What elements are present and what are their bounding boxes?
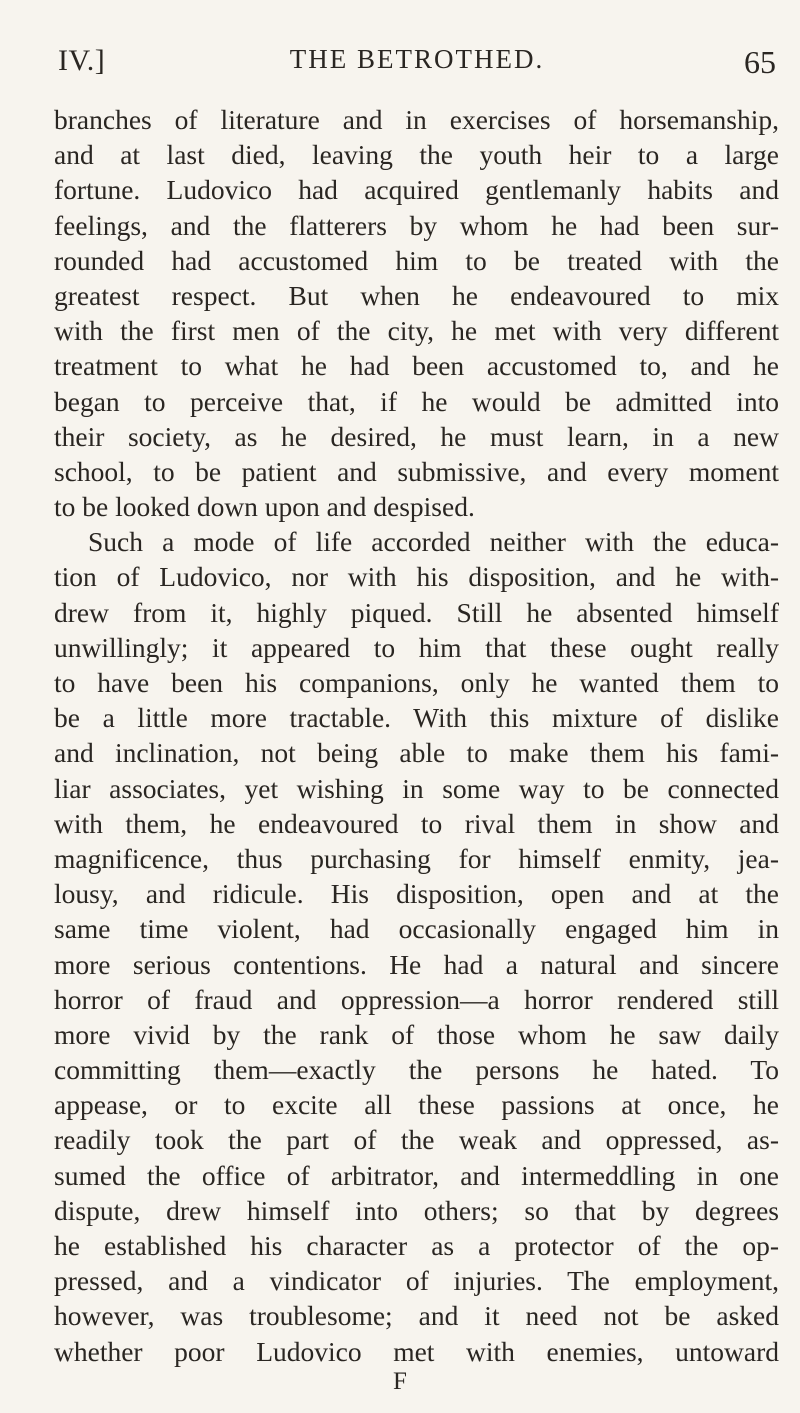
chapter-number: IV.] bbox=[58, 44, 106, 77]
text-line: began to perceive that, if he would be admitted into bbox=[54, 385, 779, 417]
text-line: he established his character as a protector of the op- bbox=[54, 1230, 779, 1261]
text-line: greatest respect. But when he endeavoured to mix bbox=[54, 279, 779, 311]
text-line: and at last died, leaving the youth heir to a large bbox=[54, 139, 779, 171]
text-line: to have been his companions, only he wanted them to bbox=[54, 667, 779, 698]
text-line: treatment to what he had been accustomed to, and he bbox=[54, 350, 779, 382]
text-line: liar associates, yet wishing in some way to be connected bbox=[54, 772, 779, 804]
text-line: magnificence, thus purchasing for himself enmity, jea- bbox=[54, 842, 779, 874]
text-line: with them, he endeavoured to rival them in show and bbox=[54, 807, 779, 839]
text-line: more vivid by the rank of those whom he saw daily bbox=[54, 1018, 779, 1050]
body-text bbox=[54, 102, 779, 1369]
text-line: be a little more tractable. With this mixture of dislike bbox=[54, 702, 779, 734]
text-line: pressed, and a vindicator of injuries. The employment, bbox=[54, 1265, 779, 1297]
text-line: unwillingly; it appeared to him that these ought really bbox=[54, 631, 779, 663]
text-line: feelings, and the flatterers by whom he had been sur- bbox=[54, 209, 779, 241]
running-title: THE BETROTHED. bbox=[289, 44, 545, 74]
text-line: rounded had accustomed him to be treated with the bbox=[54, 244, 779, 276]
text-line: committing them—exactly the persons he hated. To bbox=[54, 1054, 779, 1086]
text-line: readily took the part of the weak and oppressed, as- bbox=[54, 1124, 779, 1156]
paragraph-start-line: Such a mode of life accorded neither with the educa- bbox=[88, 526, 779, 558]
text-line: tion of Ludovico, nor with his disposition, and he with- bbox=[54, 561, 779, 593]
text-line: sumed the office of arbitrator, and intermeddling in one bbox=[54, 1159, 779, 1191]
text-line: and inclination, not being able to make them his fami- bbox=[54, 737, 779, 769]
page-number: 65 bbox=[744, 44, 776, 80]
text-line: dispute, drew himself into others; so that by degrees bbox=[54, 1194, 779, 1226]
text-line: appease, or to excite all these passions at once, he bbox=[54, 1089, 779, 1121]
paragraph-end-line: to be looked down upon and despised. bbox=[54, 491, 475, 523]
text-line: however, was troublesome; and it need not be asked bbox=[54, 1300, 779, 1332]
text-line: horror of fraud and oppression—a horror rendered still bbox=[54, 983, 779, 1015]
text-line: branches of literature and in exercises of horsemanship, bbox=[54, 104, 779, 135]
text-line: drew from it, highly piqued. Still he absented himself bbox=[54, 596, 779, 628]
text-line: whether poor Ludovico met with enemies, untoward bbox=[54, 1335, 779, 1367]
signature-mark: F bbox=[393, 1368, 407, 1395]
text-line: their society, as he desired, he must learn, in a new bbox=[54, 420, 779, 452]
text-line: more serious contentions. He had a natural and sincere bbox=[54, 948, 779, 980]
page-header bbox=[58, 44, 776, 94]
text-line: lousy, and ridicule. His disposition, open and at the bbox=[54, 878, 779, 910]
text-line: school, to be patient and submissive, and every moment bbox=[54, 455, 779, 487]
text-line: with the first men of the city, he met with very different bbox=[54, 315, 779, 347]
text-line: fortune. Ludovico had acquired gentlemanly habits and bbox=[54, 174, 779, 206]
text-line: same time violent, had occasionally engaged him in bbox=[54, 913, 779, 945]
